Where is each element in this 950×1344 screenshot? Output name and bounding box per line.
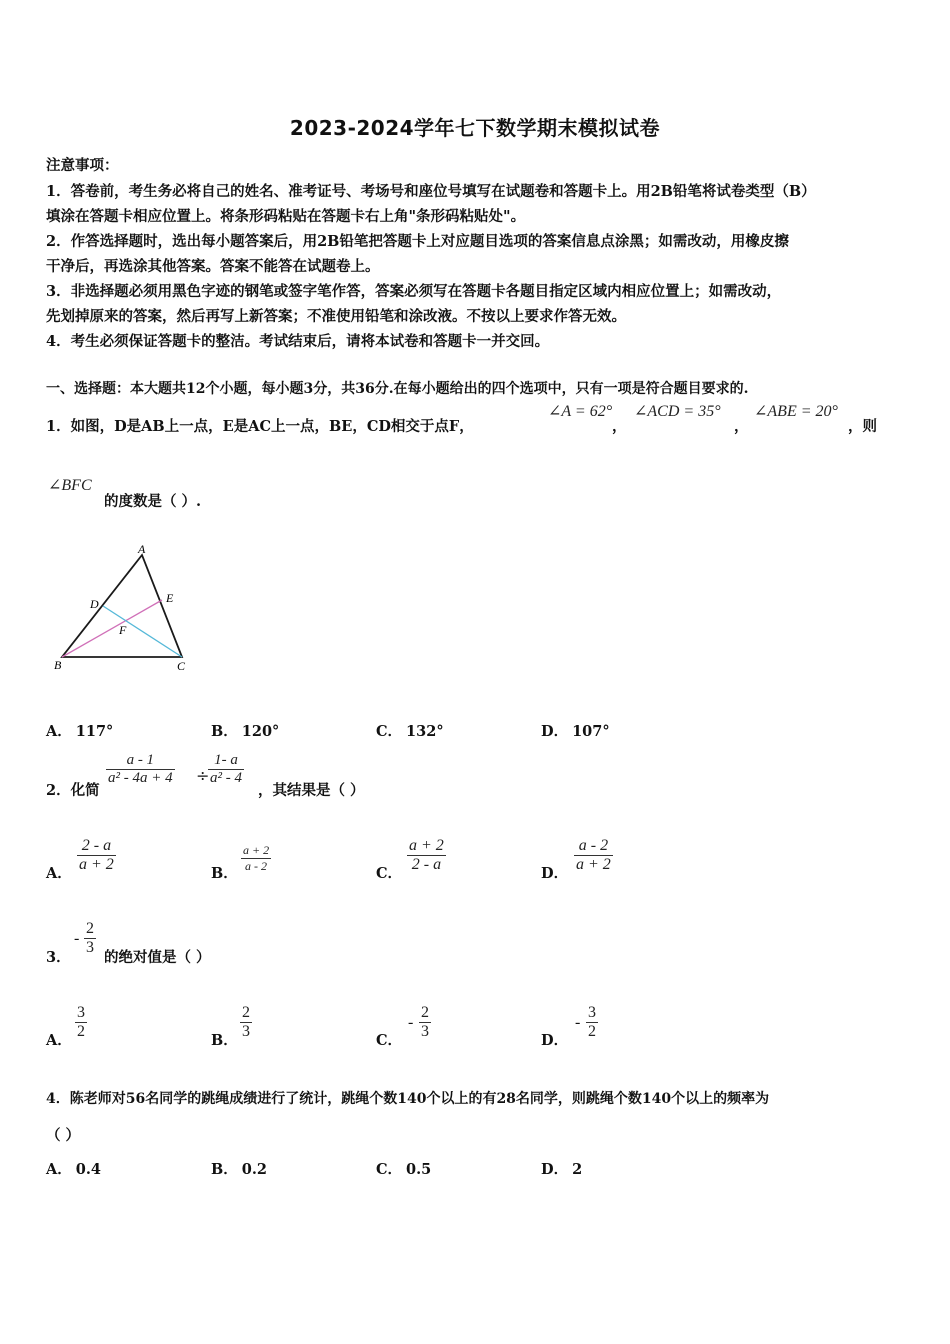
q3-option-a-label[interactable]: A． [46, 1032, 72, 1049]
numerator: 2 [242, 1004, 250, 1021]
denominator: a - 2 [245, 859, 268, 873]
q1-angle-acd: ∠ACD = 35° [634, 403, 721, 420]
notice-line: 2．作答选择题时，选出每小题答案后，用2B铅笔把答题卡上对应题目选项的答案信息点涂黑；如需改动，用橡皮擦 [46, 233, 789, 250]
q1-option-c[interactable] [376, 720, 444, 741]
minus-sign: - [74, 930, 80, 947]
denominator: a² - 4a + 4 [108, 770, 173, 786]
q4-option-a[interactable] [46, 1158, 101, 1179]
option-value: 0.5 [406, 1161, 432, 1178]
q1-angle-abe: ∠ABE = 20° [754, 403, 838, 420]
option-value: 132° [406, 723, 444, 740]
q4-text: 4．陈老师对56名同学的跳绳成绩进行了统计，跳绳个数140个以上的有28名同学，则跳绳个数140个以上的频率为 [46, 1091, 770, 1107]
q1-text: 1．如图，D是AB上一点，E是AC上一点，BE，CD相交于点F， [46, 418, 474, 435]
option-label: A． [46, 1161, 72, 1178]
q3-option-c-fraction[interactable] [419, 1004, 431, 1041]
option-label: C． [376, 1161, 403, 1178]
q2-prefix: 2．化简 [46, 782, 100, 799]
segment-cd [103, 606, 182, 657]
q2-option-b-label[interactable]: B． [211, 865, 238, 882]
q2-fraction-1 [106, 752, 175, 787]
option-label: B． [211, 1161, 238, 1178]
divide-sign: ÷ [196, 766, 210, 785]
option-label: A． [46, 723, 72, 740]
numerator: 2 - a [77, 837, 116, 856]
denominator: 2 - a [411, 856, 442, 873]
q4-option-c[interactable] [376, 1158, 431, 1179]
q1-angle-a: ∠A = 62° [548, 403, 613, 420]
option-label: C． [376, 723, 403, 740]
q3-suffix: 的绝对值是（ ） [104, 949, 211, 966]
numerator: 3 [77, 1004, 85, 1021]
q1-separator: ， [734, 418, 749, 435]
q1-tail: ，则 [848, 418, 877, 435]
triangle-figure [50, 540, 200, 675]
q3-option-d-label[interactable]: D． [541, 1032, 569, 1049]
q3-option-d-fraction[interactable] [586, 1004, 598, 1041]
minus-sign: - [408, 1014, 414, 1031]
q1-ask: 的度数是（ ）. [104, 493, 202, 510]
page-title: 2023-2024学年七下数学期末模拟试卷 [289, 116, 661, 140]
denominator: a + 2 [576, 856, 611, 873]
q2-option-b-fraction[interactable] [241, 843, 271, 874]
q3-option-c-label[interactable]: C． [376, 1032, 403, 1049]
option-value: 0.4 [75, 1161, 101, 1178]
notice-line: 先划掉原来的答案，然后再写上新答案；不准使用铅笔和涂改液。不按以上要求作答无效。 [46, 308, 626, 325]
option-value: 117° [75, 723, 114, 740]
q4-paren: （ ） [46, 1127, 81, 1144]
q3-fraction [84, 920, 96, 957]
denominator: 3 [421, 1023, 429, 1040]
label-d: D [90, 597, 99, 611]
label-b: B [54, 658, 62, 672]
denominator: 3 [242, 1023, 250, 1040]
option-value: 0.2 [241, 1161, 267, 1178]
q2-fraction-2 [208, 752, 244, 787]
q1-option-b[interactable] [211, 720, 279, 741]
notice-line: 填涂在答题卡相应位置上。将条形码粘贴在答题卡右上角"条形码粘贴处"。 [46, 208, 526, 225]
option-value: 120° [241, 723, 280, 740]
notice-line: 3．非选择题必须用黑色字迹的钢笔或签字笔作答，答案必须写在答题卡各题目指定区域内相应位置上；如需改动， [46, 283, 782, 300]
q2-option-a-label[interactable]: A． [46, 865, 72, 882]
q2-option-d-fraction[interactable] [574, 837, 613, 874]
q1-option-d[interactable] [541, 720, 610, 741]
label-e: E [166, 591, 174, 605]
q2-option-c-label[interactable]: C． [376, 865, 403, 882]
option-label: D． [541, 1161, 569, 1178]
q4-option-d[interactable] [541, 1158, 582, 1179]
numerator: 2 [86, 920, 94, 937]
segment-be [62, 600, 162, 657]
q1-option-a[interactable] [46, 720, 113, 741]
notice-heading: 注意事项： [46, 157, 119, 174]
numerator: a - 2 [574, 837, 613, 856]
label-a: A [138, 542, 146, 556]
option-value: 2 [572, 1161, 583, 1178]
option-label: B． [211, 723, 238, 740]
q3-option-b-fraction[interactable] [240, 1004, 252, 1041]
notice-line: 4．考生必须保证答题卡的整洁。考试结束后，请将本试卷和答题卡一并交回。 [46, 333, 550, 350]
notice-line: 1．答卷前，考生务必将自己的姓名、准考证号、考场号和座位号填写在试题卷和答题卡上。用2B铅笔将试卷类型（B） [46, 183, 816, 200]
option-value: 107° [572, 723, 610, 740]
numerator: 2 [421, 1004, 429, 1021]
q1-separator: ， [612, 418, 627, 435]
label-c: C [177, 659, 186, 673]
q2-option-d-label[interactable]: D． [541, 865, 569, 882]
q3-option-a-fraction[interactable] [75, 1004, 87, 1041]
numerator: 1- a [208, 752, 244, 770]
q3-option-b-label[interactable]: B． [211, 1032, 238, 1049]
section-heading: 一、选择题：本大题共12个小题，每小题3分，共36分.在每小题给出的四个选项中，只有一项是符合题目要求的. [46, 381, 749, 397]
triangle-abc [62, 555, 182, 657]
option-label: D． [541, 723, 569, 740]
denominator: 2 [77, 1023, 85, 1040]
numerator: 3 [588, 1004, 596, 1021]
minus-sign: - [575, 1014, 581, 1031]
q2-option-a-fraction[interactable] [77, 837, 116, 874]
denominator: 2 [588, 1023, 596, 1040]
numerator: a - 1 [106, 752, 175, 770]
notice-line: 干净后，再选涂其他答案。答案不能答在试题卷上。 [46, 258, 380, 275]
q1-angle-bfc: ∠BFC [48, 477, 92, 494]
q2-option-c-fraction[interactable] [407, 837, 446, 874]
denominator: a + 2 [79, 856, 114, 873]
numerator: a + 2 [243, 843, 270, 857]
denominator: a² - 4 [210, 770, 242, 786]
denominator: 3 [86, 939, 94, 956]
label-f: F [119, 623, 127, 637]
q4-option-b[interactable] [211, 1158, 267, 1179]
q2-suffix: ，其结果是（ ） [258, 782, 365, 799]
numerator: a + 2 [409, 837, 444, 854]
q3-prefix: 3． [46, 949, 71, 966]
